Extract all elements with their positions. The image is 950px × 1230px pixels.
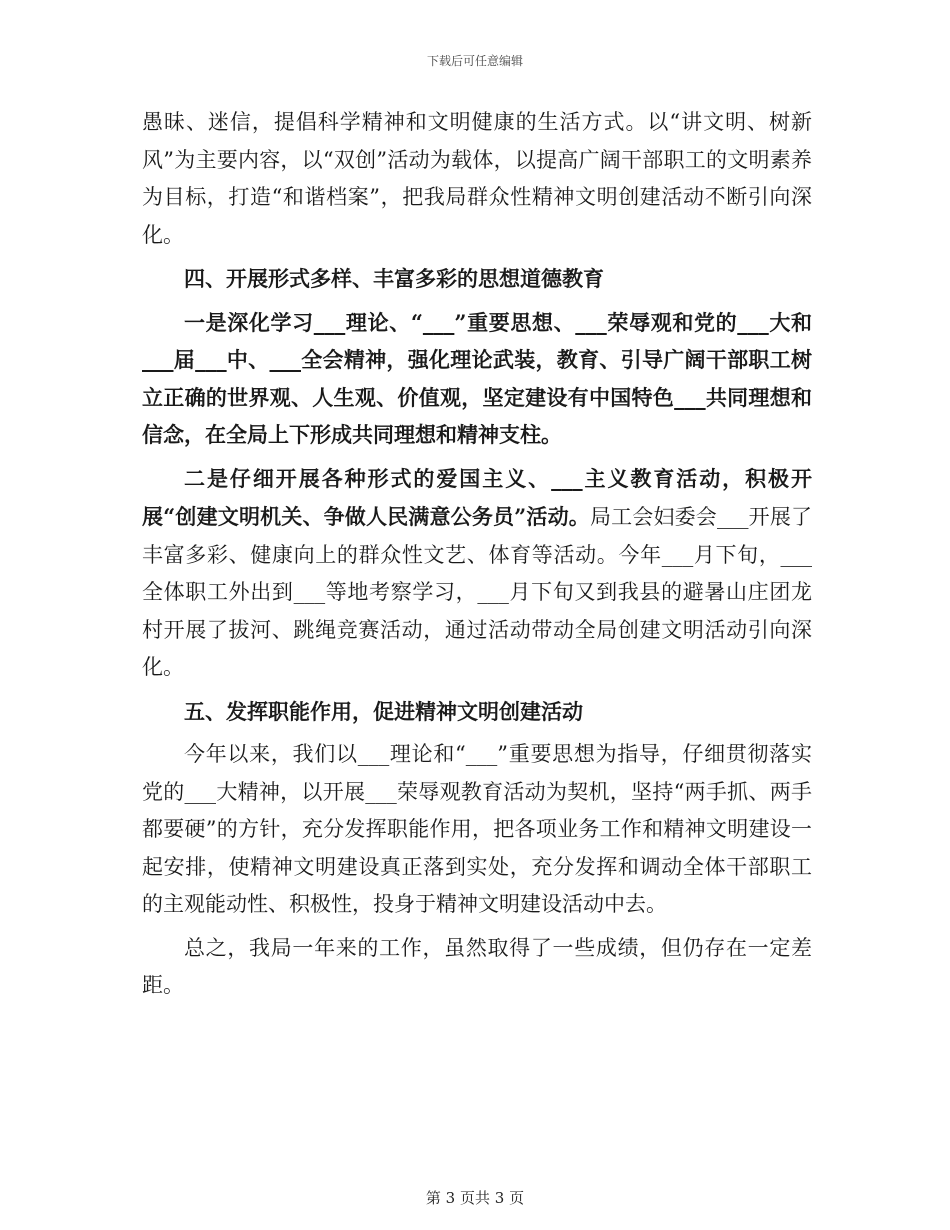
paragraph-study: 一是深化学习___理论、“___”重要思想、___荣辱观和党的___大和___届___中、___全会精神，强化理论武装，教育、引导广阔干部职工树立正确的世界观、人生观、价值观，坚定建设有中国特色___共同理想和信念，在全局上下形成共同理想和精神支柱。 (142, 309, 812, 447)
paragraph-patriotism-lead: 二是仔细开展各种形式的爱国主义、___主义教育活动，积极开展“创建文明机关、争做人民满意公务员”活动。 (142, 465, 812, 529)
paragraph-continuation: 愚昧、迷信，提倡科学精神和文明健康的生活方式。以“讲文明、树新风”为主要内容，以“双创”活动为载体，以提高广阔干部职工的文明素养为目标，打造“和谐档案”，把我局群众性精神文明创建活动不断引向深化。 (142, 110, 812, 247)
paragraph-summary: 总之，我局一年来的工作，虽然取得了一些成绩，但仍存在一定差距。 (142, 935, 812, 997)
section-heading-5: 五、发挥职能作用，促进精神文明创建活动 (184, 698, 583, 724)
paragraph-functions: 今年以来，我们以___理论和“___”重要思想为指导，仔细贯彻落实党的___大精神，以开展___荣辱观教育活动为契机，坚持“两手抓、两手都要硬”的方针，充分发挥职能作用，把各项业务工作和精神文明建设一起安排，使精神文明建设真正落到实处，充分发挥和调动全体干部职工的主观能动性、积极性，投身于精神文明建设活动中去。 (142, 742, 812, 916)
document-body (142, 104, 812, 1011)
paragraph-patriotism-body: 局工会妇委会___开展了丰富多彩、健康向上的群众性文艺、体育等活动。今年___月下旬，___全体职工外出到___等地考察学习，___月下旬又到我县的避暑山庄团龙村开展了拔河、跳绳竞赛活动，通过活动带动全局创建文明活动引向深化。 (142, 505, 812, 679)
page-header: 下载后可任意编辑 (426, 54, 523, 68)
paragraph-patriotism (142, 460, 812, 687)
section-heading-4: 四、开展形式多样、丰富多彩的思想道德教育 (184, 266, 604, 291)
page-footer: 第 3 页共 3 页 (425, 1189, 525, 1207)
